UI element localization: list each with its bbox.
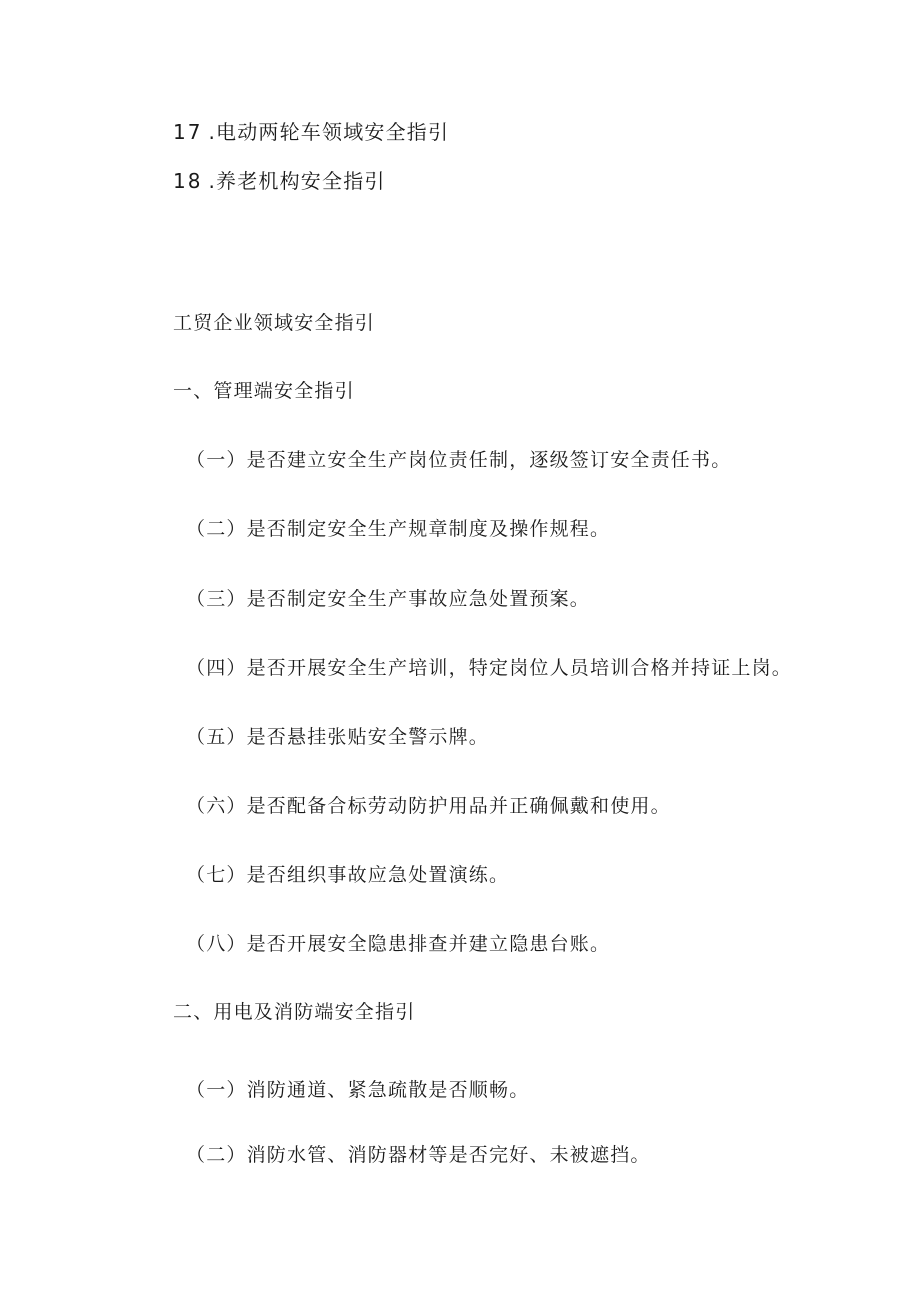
section-heading-management: 一、管理端安全指引 bbox=[173, 380, 355, 402]
document-title: 工贸企业领域安全指引 bbox=[173, 312, 376, 334]
checklist-item: （一）是否建立安全生产岗位责任制，逐级签订安全责任书。 bbox=[186, 449, 732, 471]
toc-number: 17 bbox=[173, 120, 203, 144]
toc-item-18 bbox=[173, 168, 386, 194]
checklist-item: （二）消防水管、消防器材等是否完好、未被遮挡。 bbox=[186, 1144, 651, 1166]
section-heading-electric-fire: 二、用电及消防端安全指引 bbox=[173, 1001, 416, 1023]
checklist-item: （六）是否配备合标劳动防护用品并正确佩戴和使用。 bbox=[186, 795, 671, 817]
toc-number: 18 bbox=[173, 169, 203, 193]
checklist-item: （七）是否组织事故应急处置演练。 bbox=[186, 864, 510, 886]
checklist-item: （五）是否悬挂张贴安全警示牌。 bbox=[186, 726, 490, 748]
checklist-item: （二）是否制定安全生产规章制度及操作规程。 bbox=[186, 518, 611, 540]
toc-text: .电动两轮车领域安全指引 bbox=[208, 120, 450, 144]
checklist-item: （八）是否开展安全隐患排查并建立隐患台账。 bbox=[186, 933, 611, 955]
toc-text: .养老机构安全指引 bbox=[208, 169, 386, 193]
checklist-item: （四）是否开展安全生产培训，特定岗位人员培训合格并持证上岗。 bbox=[186, 657, 793, 679]
checklist-item: （三）是否制定安全生产事故应急处置预案。 bbox=[186, 588, 591, 610]
checklist-item: （一）消防通道、紧急疏散是否顺畅。 bbox=[186, 1079, 530, 1101]
toc-item-17 bbox=[173, 119, 449, 145]
